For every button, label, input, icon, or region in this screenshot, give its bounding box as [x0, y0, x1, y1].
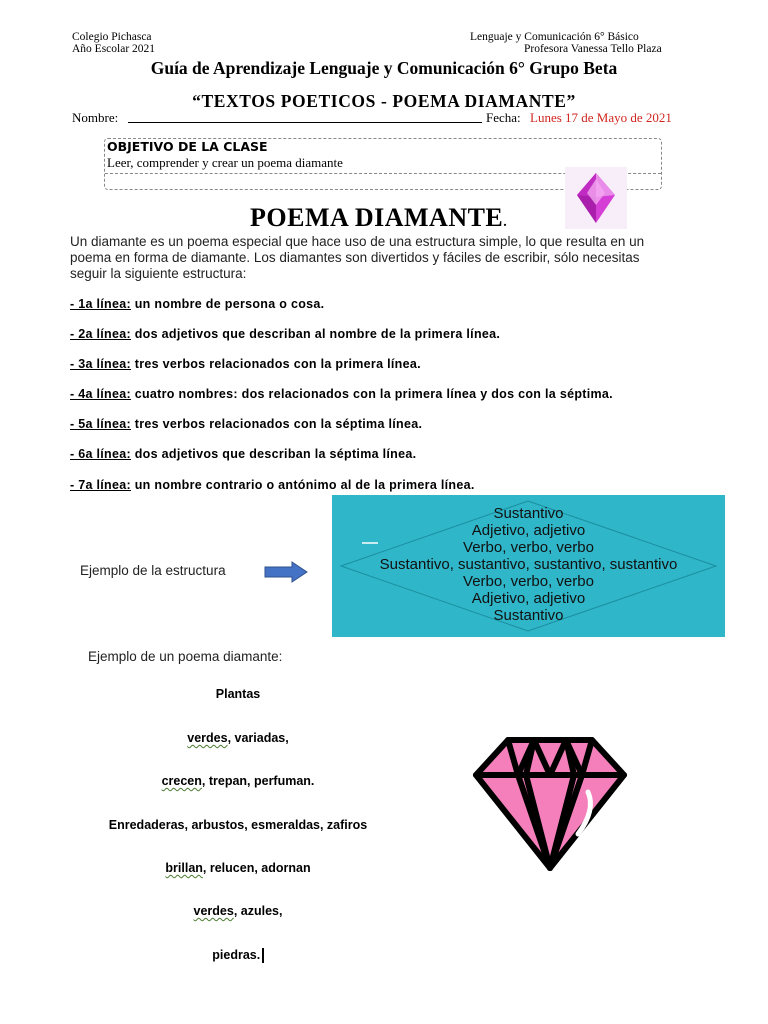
- structure-example-label: Ejemplo de la estructura: [80, 563, 226, 578]
- diamond-gem-icon: [470, 730, 630, 875]
- date-value: Lunes 17 de Mayo de 2021: [530, 110, 672, 125]
- rule-line-5: - 5a línea: tres verbos relacionados con la séptima línea.: [70, 417, 423, 431]
- poem-line-4: Enredaderas, arbustos, esmeraldas, zafiros: [108, 818, 368, 832]
- intro-paragraph: Un diamante es un poema especial que hace uso de una estructura simple, lo que resulta en un poema en forma de diamante. Los diamantes son divertidos y fáciles de escribir, sólo necesitas seguir la siguiente estructura:: [70, 234, 645, 281]
- rule-line-2: - 2a línea: dos adjetivos que describan al nombre de la primera línea.: [70, 327, 501, 341]
- poem-line-3: crecen, trepan, perfuman.: [161, 774, 315, 788]
- rule-line-3: - 3a línea: tres verbos relacionados con la primera línea.: [70, 357, 421, 371]
- school-name: Colegio Pichasca: [72, 31, 152, 43]
- page-subtitle: “TEXTOS POETICOS - POEMA DIAMANTE”: [192, 91, 576, 111]
- teacher-name: Profesora Vanessa Tello Plaza: [524, 43, 662, 55]
- diagram-line-2: Adjetivo, adjetivo: [471, 522, 586, 539]
- poem-line-1: Plantas: [215, 687, 261, 701]
- poem-line-7: piedras.: [8, 948, 468, 963]
- rule-line-4: - 4a línea: cuatro nombres: dos relacionados con la primera línea y dos con la séptima.: [70, 387, 613, 401]
- diamond-gem-icon: [565, 167, 627, 229]
- diagram-line-6: Adjetivo, adjetivo: [471, 590, 586, 607]
- diagram-line-3: Verbo, verbo, verbo: [463, 539, 594, 556]
- poem-line-6: verdes, azules,: [193, 904, 283, 918]
- date-label: Fecha:: [486, 110, 521, 125]
- right-arrow-icon: [264, 561, 308, 583]
- diagram-line-5: Verbo, verbo, verbo: [463, 573, 594, 590]
- guide-title: Guía de Aprendizaje Lenguaje y Comunicación 6° Grupo Beta: [150, 58, 618, 78]
- diagram-line-4: Sustantivo, sustantivo, sustantivo, sustantivo: [379, 556, 678, 573]
- subject-name: Lenguaje y Comunicación 6° Básico: [470, 31, 639, 43]
- poem-example-label: Ejemplo de un poema diamante:: [88, 649, 283, 664]
- diagram-line-1: Sustantivo: [493, 505, 564, 522]
- text-cursor: [262, 948, 264, 963]
- poem-line-5: brillan, relucen, adornan: [165, 861, 311, 875]
- rule-line-7: - 7a línea: un nombre contrario o antónimo al de la primera línea.: [70, 478, 475, 492]
- poem-line-2: verdes, variadas,: [187, 731, 289, 745]
- diagram-line-7: Sustantivo: [493, 607, 564, 624]
- name-label: Nombre:: [72, 110, 119, 125]
- rule-line-6: - 6a línea: dos adjetivos que describan la séptima línea.: [70, 447, 417, 461]
- section-title: POEMA DIAMANTE.: [250, 203, 508, 232]
- objective-heading: OBJETIVO DE LA CLASE: [107, 139, 268, 154]
- rule-line-1: - 1a línea: un nombre de persona o cosa.: [70, 297, 325, 311]
- school-year: Año Escolar 2021: [72, 43, 156, 55]
- structure-diagram: [332, 495, 725, 637]
- objective-text: Leer, comprender y crear un poema diamante: [107, 155, 343, 170]
- name-field[interactable]: [128, 122, 482, 123]
